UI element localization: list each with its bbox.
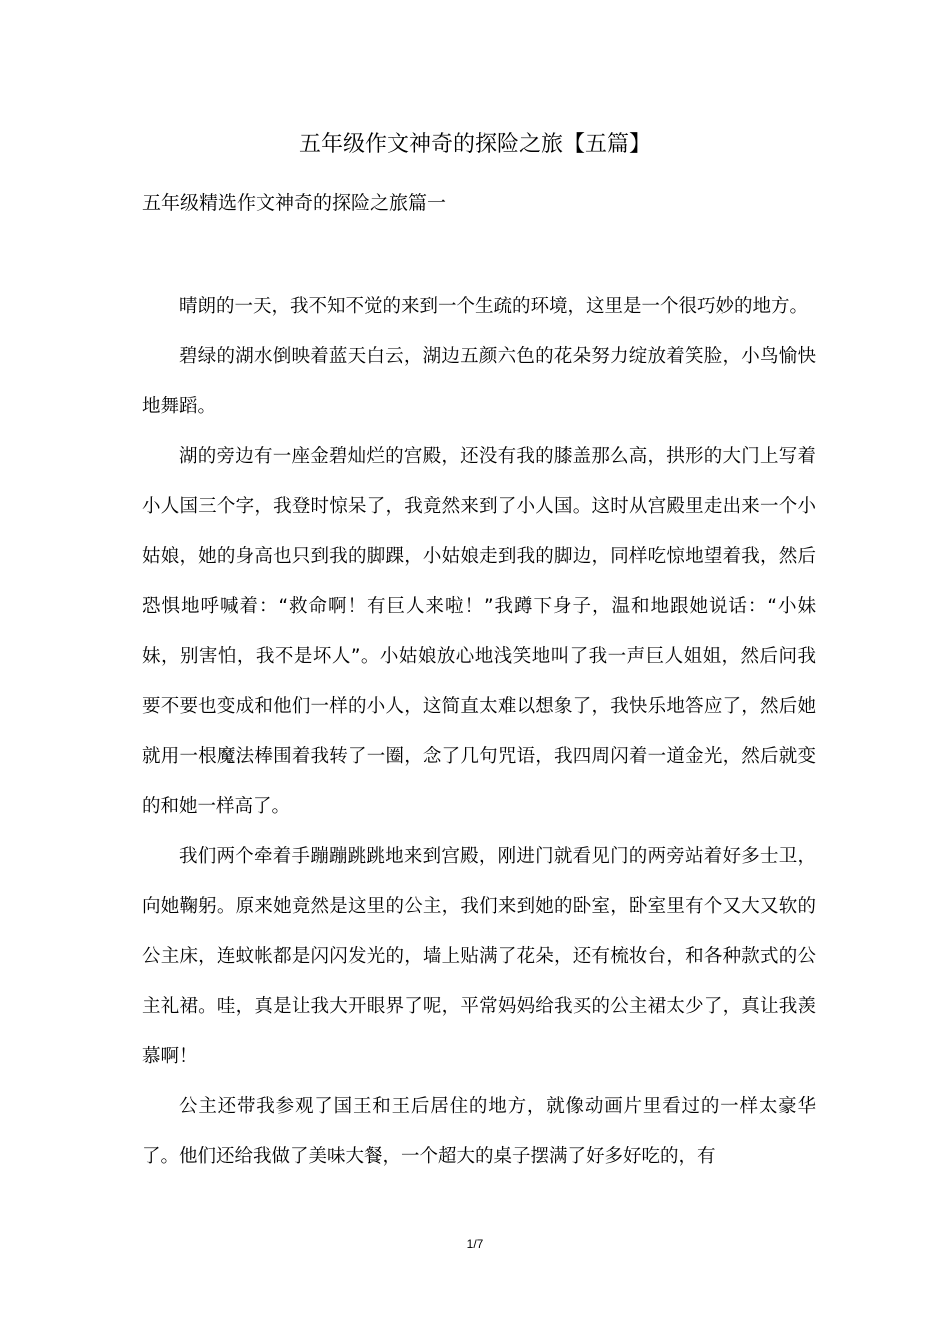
section-heading: 五年级精选作文神奇的探险之旅篇一 bbox=[142, 192, 447, 214]
page-number: 1/7 bbox=[466, 1237, 484, 1251]
body-text bbox=[142, 282, 816, 1182]
paragraph: 公主还带我参观了国王和王后居住的地方，就像动画片里看过的一样太豪华了。他们还给我做了美味大餐，一个超大的桌子摆满了好多好吃的，有 bbox=[142, 1096, 816, 1167]
paragraph: 湖的旁边有一座金碧灿烂的宫殿，还没有我的膝盖那么高，拱形的大门上写着小人国三个字，我登时惊呆了，我竟然来到了小人国。这时从宫殿里走出来一个小姑娘，她的身高也只到我的脚踝，小姑娘走到我的脚边，同样吃惊地望着我，然后恐惧地呼喊着：“救命啊！有巨人来啦！”我蹲下身子，温和地跟她说话：“小妹妹，别害怕，我不是坏人”。小姑娘放心地浅笑地叫了我一声巨人姐姐，然后问我要不要也变成和他们一样的小人，这简直太难以想象了，我快乐地答应了，然后她就用一根魔法棒围着我转了一圈，念了几句咒语，我四周闪着一道金光，然后就变的和她一样高了。 bbox=[142, 446, 816, 817]
document-title: 五年级作文神奇的探险之旅【五篇】 bbox=[298, 132, 651, 157]
paragraph: 晴朗的一天，我不知不觉的来到一个生疏的环境，这里是一个很巧妙的地方。 bbox=[179, 296, 809, 317]
paragraph: 碧绿的湖水倒映着蓝天白云，湖边五颜六色的花朵努力绽放着笑脸，小鸟愉快地舞蹈。 bbox=[142, 346, 816, 417]
paragraph: 我们两个牵着手蹦蹦跳跳地来到宫殿，刚进门就看见门的两旁站着好多士卫，向她鞠躬。原来她竟然是这里的公主，我们来到她的卧室，卧室里有个又大又软的公主床，连蚊帐都是闪闪发光的，墙上贴满了花朵，还有梳妆台，和各种款式的公主礼裙。哇，真是让我大开眼界了呢，平常妈妈给我买的公主裙太少了，真让我羡慕啊！ bbox=[142, 846, 816, 1067]
